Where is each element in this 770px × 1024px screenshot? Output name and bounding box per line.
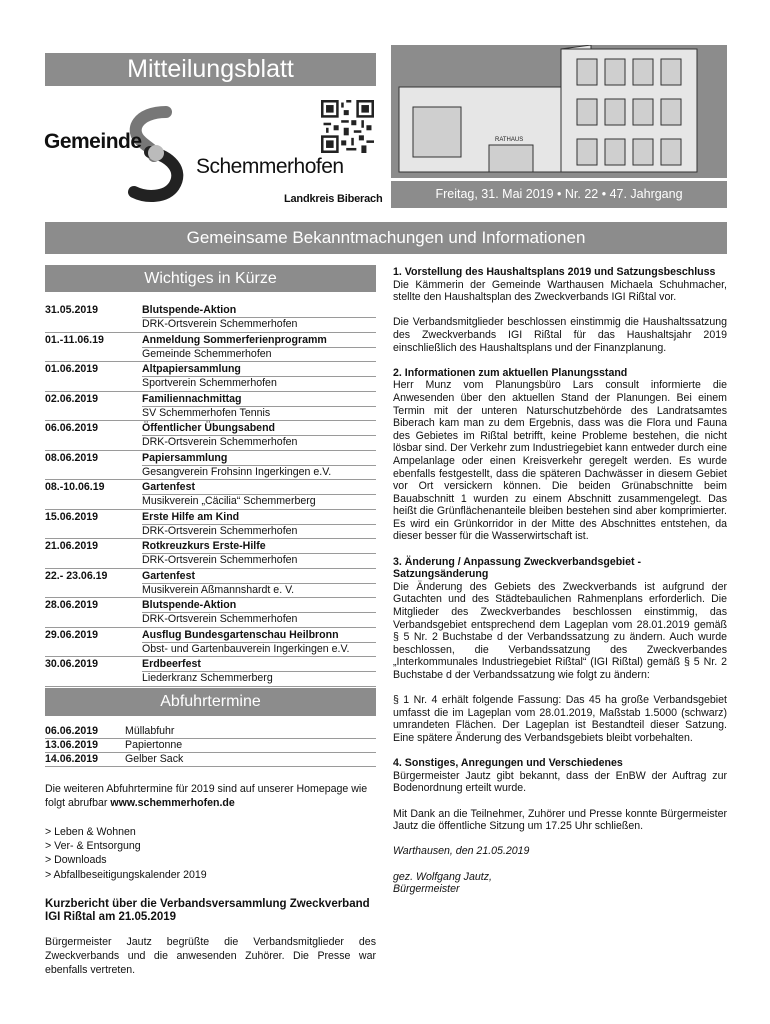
- event-date: 21.06.2019: [45, 540, 99, 552]
- homepage-link[interactable]: www.schemmerhofen.de: [110, 797, 235, 810]
- signature-name: gez. Wolfgang Jautz,: [393, 870, 492, 883]
- event-info: [142, 362, 376, 391]
- pickup-label: Papiertonne: [125, 739, 183, 751]
- section-4-heading: 4. Sonstiges, Anregungen und Verschiedenes: [393, 757, 623, 770]
- event-row: [45, 392, 376, 422]
- event-row: [45, 628, 376, 658]
- event-row: [45, 510, 376, 540]
- issue-line: Freitag, 31. Mai 2019 • Nr. 22 • 47. Jahrgang: [391, 181, 727, 208]
- pickup-row: [45, 753, 376, 767]
- event-organizer: Musikverein „Cäcilia“ Schemmerberg: [142, 494, 376, 509]
- event-date: 06.06.2019: [45, 422, 99, 434]
- section-1-paragraph: Die Verbandsmitglieder beschlossen einstimmig die Haushaltssatzung des Zweckverbands IGI Rißtal für das Haushaltsjahr 2019 einschließlich des Haushaltsplans und der Finanzplanung.: [393, 316, 727, 354]
- district-label: Landkreis Biberach: [284, 193, 383, 205]
- events-table: [45, 303, 376, 687]
- event-info: [142, 451, 376, 480]
- event-date: 30.06.2019: [45, 658, 99, 670]
- municipality-logo-icon: [120, 106, 190, 202]
- path-item: > Ver- & Entsorgung: [45, 840, 141, 853]
- wichtiges-heading: Wichtiges in Kürze: [45, 265, 376, 292]
- event-info: [142, 539, 376, 568]
- event-name: Blutspende-Aktion: [142, 304, 237, 316]
- event-info: [142, 421, 376, 450]
- event-row: [45, 303, 376, 333]
- place-date: Warthausen, den 21.05.2019: [393, 845, 530, 858]
- event-organizer: Liederkranz Schemmerberg: [142, 671, 376, 686]
- event-name: Rotkreuzkurs Erste-Hilfe: [142, 540, 266, 552]
- event-row: [45, 598, 376, 628]
- pickup-table: [45, 725, 376, 767]
- pickup-row: [45, 725, 376, 739]
- article-column: [393, 266, 727, 896]
- event-date: 02.06.2019: [45, 392, 99, 405]
- section-3-paragraph: § 1 Nr. 4 erhält folgende Fassung: Das 45 ha große Verbandsgebiet umfasst die im Lageplan vom 28.01.2019, Maßstab 1.5000 (schwarz) umrandeten Flächen. Der Lageplan ist Bestandteil dieser Satzung. Eine spätere Änderung des Verbandsgebiets bleibt vorbehalten.: [393, 694, 727, 744]
- pickup-date: 06.06.2019: [45, 725, 99, 737]
- event-row: [45, 657, 376, 687]
- event-organizer: DRK-Ortsverein Schemmerhofen: [142, 524, 376, 539]
- path-item: > Abfallbeseitigungskalender 2019: [45, 868, 207, 881]
- qr-code-icon: [321, 100, 374, 153]
- event-row: [45, 569, 376, 599]
- event-info: [142, 628, 376, 657]
- pickup-date: 14.06.2019: [45, 753, 99, 765]
- event-name: Erste Hilfe am Kind: [142, 510, 240, 523]
- pickup-note: [45, 782, 376, 810]
- event-organizer: Gesangverein Frohsinn Ingerkingen e.V.: [142, 465, 376, 480]
- rathaus-sign: RATHAUS: [495, 137, 524, 143]
- event-row: [45, 480, 376, 510]
- event-info: [142, 333, 376, 362]
- pickup-date: 13.06.2019: [45, 739, 99, 751]
- event-date: 22.- 23.06.19: [45, 569, 108, 582]
- section-title: Gemeinsame Bekanntmachungen und Informationen: [45, 222, 727, 254]
- pickup-note-text: Die weiteren Abfuhrtermine für 2019 sind auf unserer Homepage wie folgt abrufbar: [45, 783, 368, 810]
- event-name: Ausflug Bundesgartenschau Heilbronn: [142, 628, 339, 641]
- event-organizer: DRK-Ortsverein Schemmerhofen: [142, 317, 376, 332]
- event-name: Erdbeerfest: [142, 658, 201, 670]
- event-organizer: DRK-Ortsverein Schemmerhofen: [142, 553, 376, 568]
- abfuhr-heading: Abfuhrtermine: [45, 688, 376, 716]
- event-organizer: DRK-Ortsverein Schemmerhofen: [142, 435, 376, 450]
- section-3-paragraph: Die Änderung des Gebiets des Zweckverbands ist aufgrund der Gutachten und des Städtebaulichen Rahmenplans erforderlich. Die Mitglieder des Zweckverbandes beschlossen einstimmig, das Verbandsgebiet entsprechend dem Lageplan vom 28.01.2019 gemäß § 5 Nr. 2 Buchstabe d der Verbandssatzung zu ändern. Auch wurde beschlossen, die Verbandssatzung des Zweckverbandes „Interkommunales Industriegebiet Rißtal“ (IGI Rißtal) gemäß § 5 Nr. 2 Buchstabe d der Verbandssatzung wie folgt zu ändern:: [393, 580, 727, 681]
- event-date: 01.-11.06.19: [45, 333, 104, 346]
- town-hall-illustration: [391, 45, 727, 178]
- brand-word-schemmerhofen: Schemmerhofen: [196, 155, 344, 178]
- event-name: Anmeldung Sommerferienprogramm: [142, 333, 327, 346]
- section-4-paragraph: Mit Dank an die Teilnehmer, Zuhörer und Presse konnte Bürgermeister Jautz die öffentliche Sitzung um 17.25 Uhr schließen.: [393, 807, 727, 833]
- event-row: [45, 451, 376, 481]
- section-2-heading: 2. Informationen zum aktuellen Planungsstand: [393, 366, 628, 379]
- section-1-heading: 1. Vorstellung des Haushaltsplans 2019 und Satzungsbeschluss: [393, 266, 716, 278]
- event-info: [142, 303, 376, 332]
- event-row: [45, 333, 376, 363]
- event-organizer: SV Schemmerhofen Tennis: [142, 406, 376, 421]
- section-4-paragraph: Bürgermeister Jautz gibt bekannt, dass der EnBW der Auftrag zur Bodenordnung erteilt wurde.: [393, 769, 727, 795]
- event-name: Blutspende-Aktion: [142, 599, 237, 611]
- brand-word-gemeinde: Gemeinde: [44, 130, 142, 153]
- event-organizer: Sportverein Schemmerhofen: [142, 376, 376, 391]
- section-1-paragraph: Die Kämmerin der Gemeinde Warthausen Michaela Schuhmacher, stellte den Haushaltsplan des Zweckverbands IGI Rißtal vor.: [393, 278, 727, 304]
- event-organizer: DRK-Ortsverein Schemmerhofen: [142, 612, 376, 627]
- event-info: [142, 480, 376, 509]
- pickup-label: Müllabfuhr: [125, 725, 175, 737]
- event-date: 08.-10.06.19: [45, 481, 105, 493]
- event-row: [45, 421, 376, 451]
- event-date: 15.06.2019: [45, 510, 99, 523]
- event-info: [142, 392, 376, 421]
- event-date: 08.06.2019: [45, 451, 99, 464]
- event-name: Papiersammlung: [142, 451, 228, 464]
- event-row: [45, 539, 376, 569]
- pickup-label: Gelber Sack: [125, 753, 184, 765]
- event-name: Altpapiersammlung: [142, 363, 241, 375]
- event-name: Gartenfest: [142, 481, 195, 493]
- section-2-paragraph: Herr Munz vom Planungsbüro Lars consult informierte die Anwesenden über den aktuellen Stand der Planungen. Bei einem Termin mit der unteren Naturschutzbehörde des Landratsamtes Biberach kam man zu dem Ergebnis, dass was die Flora und Fauna des Gebietes im Rißtal betrifft, keine Probleme bestehen, die nicht lösbar sind. Der Verkehr zum Industriegebiet kann entweder durch eine Ampelanlage oder einen Kreisverkehr geregelt werden. Es wurde ebenfalls festgestellt, dass die späteren Dachwässer in diesem Gebiet vor Ort versickern können. Die beiden Grünabschnitte beim Bauabschnitt 1 wurden zu einem Abschnitt zusammengelegt. Das heißt die Grünflächenanteile bleiben bestehen sind aber komprimierter. Es wird ein Grünkorridor in der Mitte des Abschnittes entstehen, da dieser besser für die Wasserwirtschaft ist.: [393, 379, 727, 543]
- event-organizer: Gemeinde Schemmerhofen: [142, 347, 376, 362]
- event-info: [142, 598, 376, 627]
- event-name: Öffentlicher Übungsabend: [142, 422, 276, 434]
- event-date: 01.06.2019: [45, 363, 99, 375]
- event-organizer: Musikverein Aßmannshardt e. V.: [142, 583, 376, 598]
- event-organizer: Obst- und Gartenbauverein Ingerkingen e.V.: [142, 642, 376, 657]
- path-item: > Downloads: [45, 854, 107, 867]
- masthead-title: Mitteilungsblatt: [45, 53, 376, 86]
- event-info: [142, 569, 376, 598]
- event-name: Gartenfest: [142, 569, 195, 582]
- path-item: > Leben & Wohnen: [45, 826, 136, 838]
- signature-role: Bürgermeister: [393, 883, 460, 896]
- event-date: 31.05.2019: [45, 304, 99, 316]
- section-3-heading: 3. Änderung / Anpassung Zweckverbandsgebiet - Satzungsänderung: [393, 555, 642, 581]
- event-date: 29.06.2019: [45, 628, 99, 641]
- event-info: [142, 510, 376, 539]
- event-date: 28.06.2019: [45, 599, 99, 611]
- pickup-row: [45, 739, 376, 753]
- report-heading: Kurzbericht über die Verbandsversammlung Zweckverband IGI Rißtal am 21.05.2019: [45, 898, 370, 923]
- navigation-path-list: [45, 825, 376, 882]
- event-name: Familiennachmittag: [142, 392, 242, 405]
- event-info: [142, 657, 376, 686]
- report-text: Bürgermeister Jautz begrüßte die Verbandsmitglieder des Zweckverbands und die anwesenden Zuhörer. Die Presse war ebenfalls vertreten.: [45, 936, 376, 977]
- event-row: [45, 362, 376, 392]
